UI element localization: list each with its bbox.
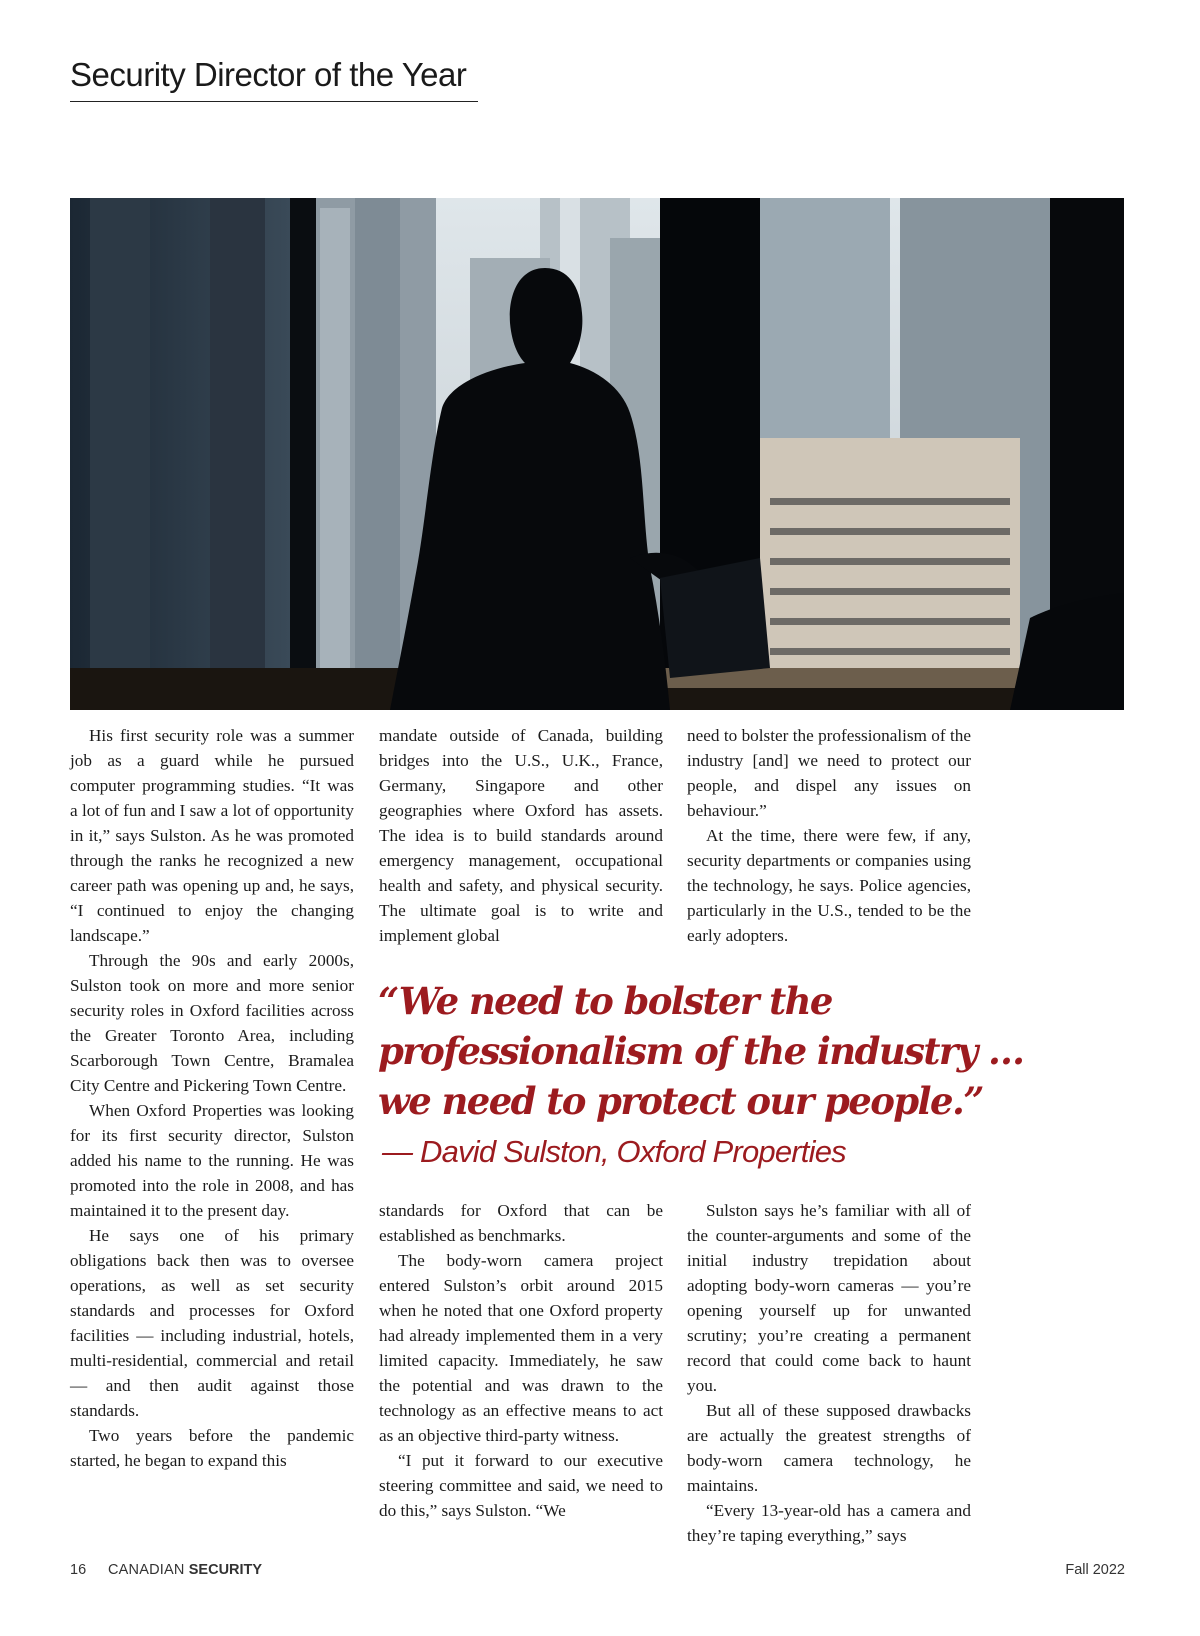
paragraph: His first security role was a summer job as a guard while he pursued computer programming studies. “It was a lot of fun and I saw a lot of opportunity in it,” says Sulston. As he was promoted through the ranks he recognized a new career path was opening up and, he says, “I continued to enjoy the changing landscape.” <box>70 726 354 945</box>
article-column-2-bottom <box>379 1198 663 1523</box>
article-column-3-top <box>687 723 971 948</box>
paragraph: The body-worn camera project entered Sulston’s orbit around 2015 when he noted that one Oxford property had already implemented them in a very limited capacity. Immediately, he saw the potential and was drawn to the technology as an effective means to act as an objective third-party witness. <box>379 1251 663 1445</box>
paragraph: “I put it forward to our executive steering committee and said, we need to do this,” says Sulston. “We <box>379 1451 663 1520</box>
article-column-3-bottom <box>687 1198 971 1548</box>
paragraph: Two years before the pandemic started, he began to expand this <box>70 1426 354 1470</box>
pull-quote-line: professionalism of the industry … <box>378 1029 1024 1073</box>
paragraph: mandate outside of Canada, building bridges into the U.S., U.K., France, Germany, Singapore and other geographies where Oxford has assets. The idea is to build standards around emergency management, occupational health and safety, and physical security. The ultimate goal is to write and implement global <box>379 726 663 945</box>
paragraph: standards for Oxford that can be established as benchmarks. <box>379 1201 663 1245</box>
pull-quote <box>378 976 1078 1126</box>
paragraph: Through the 90s and early 2000s, Sulston took on more and more senior security roles in Oxford facilities across the Greater Toronto Area, including Scarborough Town Centre, Bramalea City Centre and Pickering Town Centre. <box>70 951 354 1095</box>
paragraph: At the time, there were few, if any, security departments or companies using the technology, he says. Police agencies, particularly in the U.S., tended to be the early adopters. <box>687 826 971 945</box>
issue-date: Fall 2022 <box>1065 1562 1125 1578</box>
article-column-1 <box>70 723 354 1473</box>
magazine-name-light: CANADIAN <box>108 1562 185 1578</box>
paragraph: Sulston says he’s familiar with all of the counter-arguments and some of the initial industry trepidation about adopting body-worn cameras — you’re opening yourself up for unwanted scrutiny; you’re creating a permanent record that could come back to haunt you. <box>687 1201 971 1395</box>
pull-quote-attribution: — David Sulston, Oxford Properties <box>382 1134 846 1169</box>
paragraph: need to bolster the professionalism of the industry [and] we need to protect our people, and dispel any issues on behaviour.” <box>687 726 971 820</box>
magazine-name-bold: SECURITY <box>188 1562 263 1578</box>
paragraph: “Every 13-year-old has a camera and they’re taping everything,” says <box>687 1501 971 1545</box>
photo-silhouette-icon <box>70 198 1124 710</box>
page-number: 16 <box>70 1562 87 1578</box>
feature-photo <box>70 198 1124 710</box>
section-title: Security Director of the Year <box>70 58 478 102</box>
paragraph: But all of these supposed drawbacks are actually the greatest strengths of body-worn camera technology, he maintains. <box>687 1401 971 1495</box>
article-column-2-top <box>379 723 663 948</box>
magazine-name <box>108 1562 262 1578</box>
pull-quote-line: “We need to bolster the <box>378 979 832 1023</box>
pull-quote-line: we need to protect our people.” <box>378 1079 983 1123</box>
paragraph: He says one of his primary obligations back then was to oversee operations, as well as set security standards and processes for Oxford facilities — including industrial, hotels, multi-residential, commercial and retail — and then audit against those standards. <box>70 1226 354 1420</box>
paragraph: When Oxford Properties was looking for its first security director, Sulston added his name to the running. He was promoted into the role in 2008, and has maintained it to the present day. <box>70 1101 354 1220</box>
